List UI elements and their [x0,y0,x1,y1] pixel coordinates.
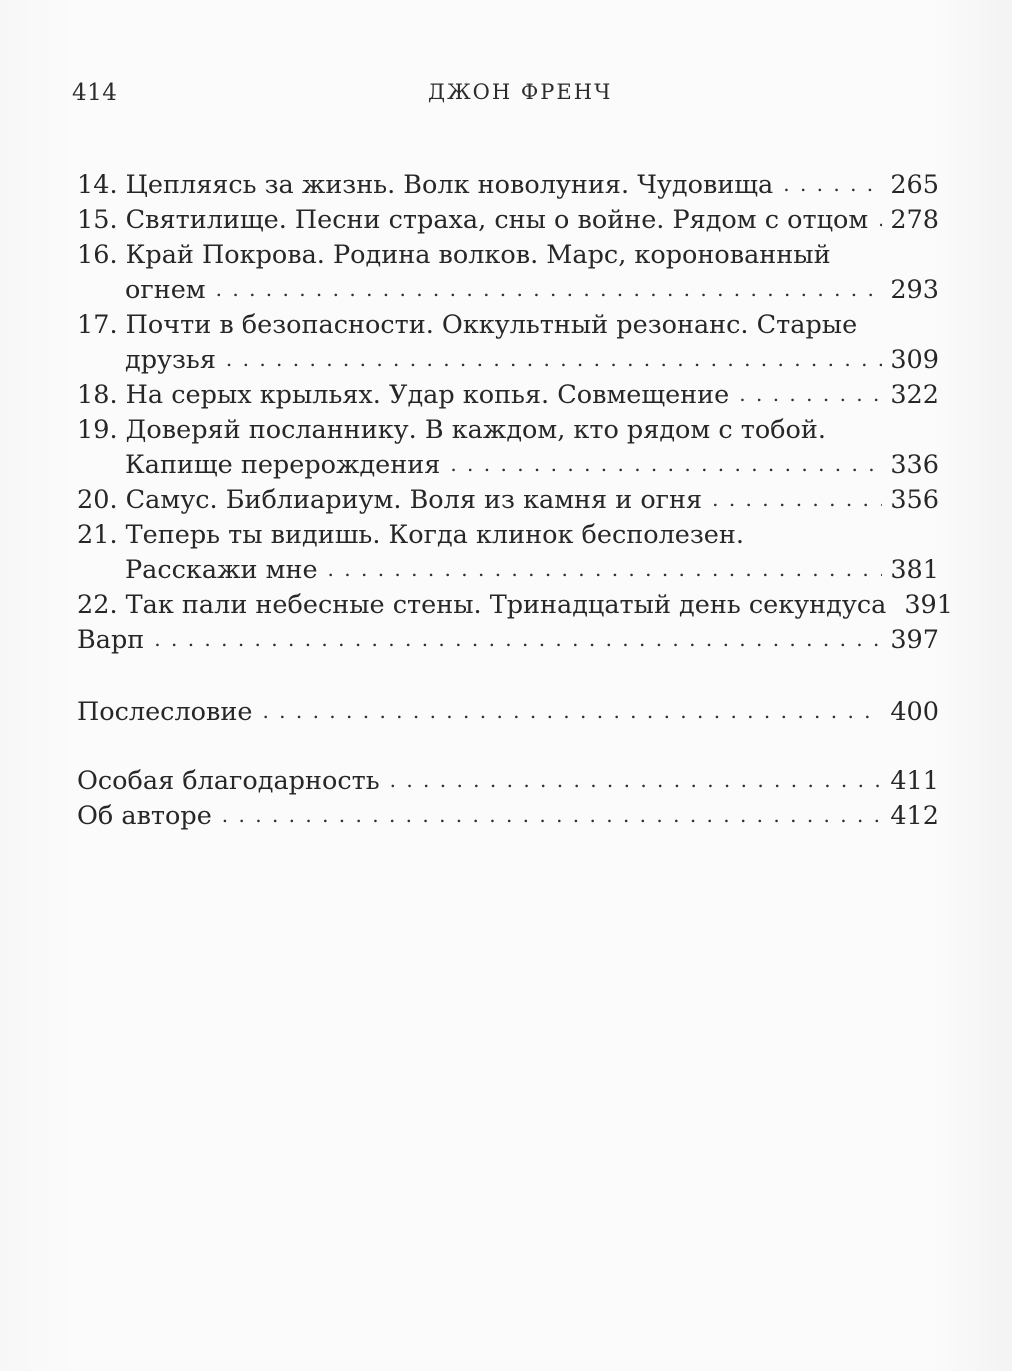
dot-leader [328,559,883,579]
toc-entry-line [77,238,939,273]
toc-entry-line [77,308,939,343]
toc-entry-21 [77,518,939,588]
toc-entry-warp [77,623,939,658]
toc-entry-text: 15. Святилище. Песни страха, сны о войне. Рядом с отцом [77,205,869,235]
toc-entry-20 [77,483,939,518]
toc-entry-16 [77,238,939,308]
toc-entry-text: 18. На серых крыльях. Удар копья. Совмещение [77,380,730,410]
toc-entry-text: Особая благодарность [77,766,380,796]
toc-page-number: 336 [890,450,939,480]
toc-entry-19 [77,413,939,483]
table-of-contents [77,168,953,834]
toc-entry-line [77,588,953,623]
toc-entry-line [77,623,939,658]
toc-page-number: 412 [890,801,939,831]
toc-entry-text-continued: огнем [125,275,206,305]
toc-entry-line [77,203,939,238]
toc-entry-text: 19. Доверяй посланнику. В каждом, кто рядом с тобой. [77,415,826,445]
dot-leader [216,279,883,299]
dot-leader [783,174,882,194]
toc-entry-18 [77,378,939,413]
toc-page-number: 391 [904,590,953,620]
toc-page-number: 322 [890,380,939,410]
toc-entry-text: 16. Край Покрова. Родина волков. Марс, коронованный [77,240,831,270]
dot-leader [222,805,883,825]
toc-entry-text: Варп [77,625,145,655]
toc-entry-about-author [77,799,939,834]
dot-leader [226,349,882,369]
running-head: ДЖОН ФРЕНЧ [428,80,613,104]
toc-entry-text: 20. Самус. Библиариум. Воля из камня и огня [77,485,703,515]
toc-page-number: 381 [890,555,939,585]
toc-entry-line [77,518,939,553]
toc-page-number: 400 [890,697,939,727]
page-number: 414 [72,80,118,106]
toc-entry-line [77,799,939,834]
toc-page-number: 293 [890,275,939,305]
toc-page-number: 356 [890,485,939,515]
toc-entry-text: 14. Цепляясь за жизнь. Волк новолуния. Чудовища [77,170,774,200]
toc-entry-line [77,764,939,799]
toc-entry-text-continued: Расскажи мне [125,555,318,585]
toc-entry-line [77,413,939,448]
toc-entry-text: Об авторе [77,801,212,831]
toc-entry-17 [77,308,939,378]
toc-page-number: 265 [890,170,939,200]
toc-page-number: 278 [890,205,939,235]
toc-entry-continuation [77,448,939,483]
toc-page-number: 411 [890,766,939,796]
toc-entry-22 [77,588,953,623]
toc-entry-15 [77,203,939,238]
toc-entry-afterword [77,695,939,730]
toc-entry-continuation [77,273,939,308]
toc-entry-line [77,168,939,203]
dot-leader [262,701,882,721]
toc-entry-text: 22. Так пали небесные стены. Тринадцатый день секундуса [77,590,887,620]
toc-entry-text-continued: Капище перерождения [125,450,441,480]
toc-entry-14 [77,168,939,203]
dot-leader [712,489,882,509]
dot-leader [739,384,882,404]
dot-leader [390,770,883,790]
toc-page-number: 397 [890,625,939,655]
toc-entry-text-continued: друзья [125,345,216,375]
toc-entry-text: 17. Почти в безопасности. Оккультный резонанс. Старые [77,310,858,340]
toc-entry-line [77,695,939,730]
toc-page-number: 309 [890,345,939,375]
toc-entry-text: 21. Теперь ты видишь. Когда клинок бесполезен. [77,520,744,550]
toc-entry-special-thanks [77,764,939,799]
toc-entry-continuation [77,553,939,588]
dot-leader [450,454,882,474]
dot-leader [878,209,882,229]
toc-entry-line [77,378,939,413]
toc-entry-line [77,483,939,518]
toc-entry-text: Послесловие [77,697,253,727]
page-header [72,80,942,120]
toc-entry-continuation [77,343,939,378]
dot-leader [154,629,882,649]
